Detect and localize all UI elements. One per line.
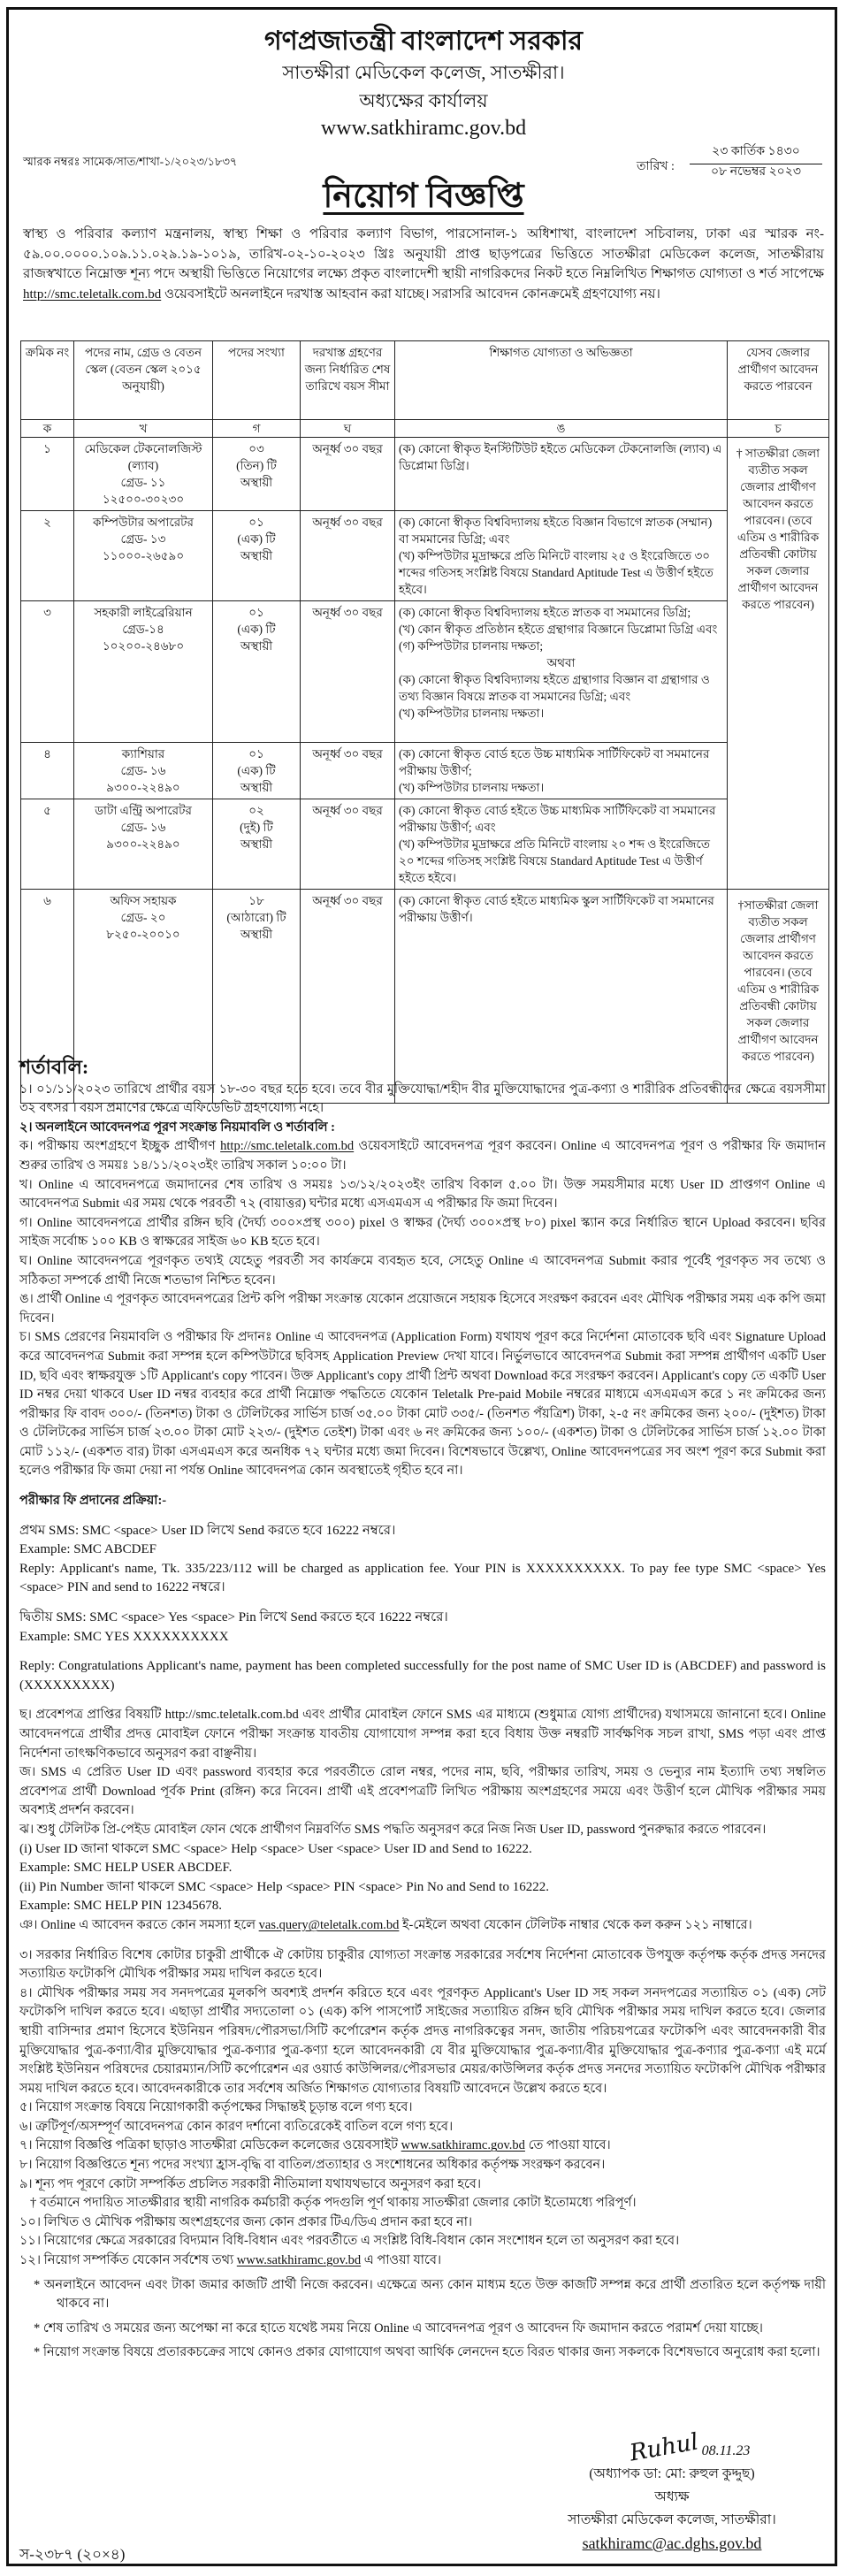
post-scale: ৯৩০০-২২৪৯০	[106, 781, 180, 794]
count-cell	[213, 438, 301, 511]
qualification-line: (খ) কম্পিউটার চালনায় দক্ষতা।	[399, 781, 545, 794]
terms-text: ঝ। শুধু টেলিটক প্রি-পেইড মোবাইল ফোন থেকে প্রার্থীগণ নিম্নবর্ণিত SMS পদ্ধতি অনুসরণ করে নিজ নিজ User ID, password পুনরুদ্ধার করতে পারবেন।	[19, 1822, 767, 1837]
terms-text: এ পাওয়া যাবে।	[361, 2253, 442, 2268]
letter: খ	[74, 420, 213, 438]
terms-paragraph	[19, 1560, 826, 1598]
terms-paragraph	[19, 2320, 826, 2339]
terms-text: ১১। নিয়োগের ক্ষেত্রে সরকারের বিদ্যমান বিধি-বিধান এবং পরবর্তীতে এ সংশ্লিষ্ট বিধি-বিধান কোন সংশোধন হলে তা অনুসরণ করা হবে।	[19, 2234, 680, 2249]
terms-link[interactable]: www.satkhiramc.gov.bd	[236, 2253, 362, 2268]
header-district: যেসব জেলার প্রার্থীগণ আবেদন করতে পারবেন	[728, 341, 829, 420]
letter: চ	[728, 420, 829, 438]
notice-title-text: নিয়োগ বিজ্ঞপ্তি	[323, 178, 524, 215]
terms-text: ৬। ত্রুটিপূর্ণ/অসম্পূর্ণ আবেদনপত্র কোন কারণ দর্শানো ব্যতিরেকেই বাতিল বলে গণ্য হবে।	[19, 2119, 454, 2134]
terms-text: ক। পরীক্ষায় অংশগ্রহণে ইচ্ছুক প্রার্থীগণ	[19, 1139, 221, 1154]
qualification-line: (খ) কম্পিউটার চালনায় দক্ষতা।	[399, 707, 545, 720]
terms-paragraph	[19, 1522, 826, 1541]
post-count-words: (এক) টি	[237, 764, 276, 777]
serial-cell: ৫	[21, 799, 74, 890]
header-age: দরখাস্ত গ্রহণের জন্য নির্ধারিত শেষ তারিখে বয়স সীমা	[301, 341, 395, 420]
post-type: অস্থায়ী	[240, 549, 273, 562]
qualification-line: (ক) কোনো স্বীকৃত ইনস্টিটিউট হইতে মেডিকেল টেকনোলজি (ল্যাব) এ ডিপ্লোমা ডিগ্রি।	[399, 442, 722, 472]
qualification-cell	[395, 601, 728, 743]
serial-cell: ৬	[21, 890, 74, 1104]
post-cell	[74, 601, 213, 743]
terms-text: Reply: Applicant's name, Tk. 335/223/112 will be charged as application fee. Your PIN is XXXXXXXXXX. To pay fee type SMC <space> Yes <space> PIN and send to 16222 নম্বরে।	[19, 1561, 826, 1595]
terms-paragraph	[19, 1176, 826, 1214]
post-grade: গ্রেড- ১৬	[120, 821, 166, 834]
terms-text: চ। SMS প্রেরণের নিয়মাবলি ও পরীক্ষার ফি প্রদানঃ Online এ আবেদনপত্র (Application Form) যথাযথ পূরণ করে নির্দেশনা মোতাবেক ছবি এবং Signature Upload করে আবেদনপত্র Submit করা সম্পন্ন হলে কম্পিউটারে ছবিসহ Application Preview দেখা যাবে। নির্ভুলভাবে আবেদনপত্র Submit করা সম্পন্ন প্রার্থীগণ একটি User ID, ছবি এবং স্বাক্ষরযুক্ত ১টি Applicant's copy পাবেন। উক্ত Applicant's copy প্রার্থী প্রিন্ট অথবা Download করে সংরক্ষণ করবেন। Applicant's copy তে একটি User ID নম্বর দেয়া থাকবে User ID নম্বর ব্যবহার করে প্রার্থী নিম্নোক্ত পদ্ধতিতে যেকোন Teletalk Pre-paid Mobile নম্বরের মাধ্যমে এসএমএস করে ১ নং ক্রমিকের জন্য পরীক্ষার ফি বাবদ ৩০০/- (তিনশত) টাকা ও টেলিটকের সার্ভিস চার্জ ৩৫.০০ টাকা মোট ৩৩৫/- (তিনশত পঁয়ত্রিশ) টাকা, ২-৫ নং ক্রমিকের জন্য ২০০/- (দুইশত) টাকা ও টেলিটকের সার্ভিস চার্জ ২৩.০০ টাকা মোট ২২৩/- (দুইশত তেইশ) টাকা এবং ৬ নং ক্রমিকের জন্য ১০০/- (একশত) টাকা ও টেলিটকের সার্ভিস চার্জ ১২.০০ টাকা মোট ১১২/- (একশত বার) টাকা এসএমএস করে অনধিক ৭২ ঘন্টার মধ্যে জমা দিবেন। বিশেষভাবে উল্লেখ্য, Online আবেদনপত্রের সব অংশ পূরণ করে Submit করা হলেও পরীক্ষার ফি জমা দেয়া না পর্যন্ত Online আবেদনপত্র কোন অবস্থাতেই গৃহীত হবে না।	[19, 1330, 826, 1479]
terms-paragraph	[19, 2175, 826, 2195]
terms-text: ওয়েবসাইটে আবেদনপত্র পূরণ করবেন। Online এ আবেদনপত্র পূরণ ও পরীক্ষার ফি জমাদান শুরুর তারিখ ও সময়ঃ ১৪/১১/২০২৩ইং তারিখ সকাল ১০:০০ টা।	[19, 1139, 826, 1173]
terms-paragraph	[19, 1984, 826, 2099]
qualification-cell	[395, 511, 728, 601]
post-type: অস্থায়ী	[240, 837, 273, 851]
qualification-line: (ক) কোনো স্বীকৃত বোর্ড হইতে মাধ্যমিক স্কুল সার্টিফিকেট বা সমমানের পরীক্ষায় উত্তীর্ণ।	[399, 894, 714, 924]
terms-text: গ। Online আবেদনপত্রে প্রার্থীর রঙ্গিন ছবি (দৈর্ঘ্য ৩০০×প্রস্থ ৩০০) pixel ও স্বাক্ষর (দৈর্ঘ্য ৩০০×প্রস্থ ৮০) pixel স্ক্যান করে নির্ধারিত স্থানে Upload করবেন। ছবির সাইজ সর্বোচ্চ ১০০ KB ও স্বাক্ষরের সাইজ ৬০ KB হতে হবে।	[19, 1215, 826, 1250]
terms-paragraph	[19, 2156, 826, 2175]
signatory-name: (অধ্যাপক ডা: মো: রুহুল কুদ্দুছ)	[589, 2466, 755, 2481]
terms-paragraph	[19, 1290, 826, 1328]
count-cell	[213, 511, 301, 601]
post-grade: গ্রেড- ১১	[120, 476, 166, 489]
qualification-line: (ক) কোনো স্বীকৃত বিশ্ববিদ্যালয় হইতে বিজ্ঞান বিভাগে স্নাতক (সম্মান) বা সমমানের ডিগ্রি; এবং	[399, 516, 713, 546]
count-cell	[213, 743, 301, 799]
district-cell: †সাতক্ষীরা জেলা ব্যতীত সকল জেলার প্রার্থীগণ আবেদন করতে পারবেন। (তবে এতিম ও শারীরিক প্রতিবন্ধী কোটায় সকল জেলার প্রার্থীগণ আবেদন করতে পারবেন)	[728, 890, 829, 1104]
post-cell	[74, 511, 213, 601]
terms-text: ১। ০১/১১/২০২৩ তারিখে প্রার্থীর বয়স ১৮-৩০ বছর হতে হবে। তবে বীর মুক্তিযোদ্ধা/শহীদ বীর মুক্তিযোদ্ধাদের পুত্র-কণ্যা ও শারীরিক প্রতিবন্ধীদের ক্ষেত্রে বয়সসীমা ৩২ বৎসর । বয়স প্রমাণের ক্ষেত্রে এফিডেভিট গ্রহণযোগ্য নহে।	[19, 1082, 826, 1116]
terms-text: Reply: Congratulations Applicant's name, payment has been completed successfully for the post name of SMC User ID is (ABCDEF) and password is (XXXXXXXXX)	[19, 1659, 826, 1693]
post-type: অস্থায়ী	[240, 476, 273, 489]
letter: ক	[21, 420, 74, 438]
post-count-words: (এক) টি	[237, 532, 276, 546]
qualification-line: (ক) কোনো স্বীকৃত বিশ্ববিদ্যালয় হইতে গ্রন্থাগার বিজ্ঞান বা গ্রন্থাগার ও তথ্য বিজ্ঞান বিষয়ে স্নাতক বা সমমানের ডিগ্রি; এবং	[399, 673, 710, 703]
terms-paragraph	[19, 1137, 826, 1175]
teletalk-link[interactable]: http://smc.teletalk.com.bd	[23, 287, 162, 302]
terms-text: ঙ। প্রার্থী Online এ পূরণকৃত আবেদনপত্রের প্রিন্ট কপি পরীক্ষা সংক্রান্ত যেকোন প্রয়োজনে সহায়ক হিসেবে সংরক্ষণ করবেন এবং মৌখিক পরীক্ষার সময় এক কপি জমা দিবেন।	[19, 1292, 826, 1326]
terms-link[interactable]: www.satkhiramc.gov.bd	[401, 2138, 525, 2153]
terms-paragraph	[19, 1492, 826, 1511]
age-limit-cell: অনূর্ধ্ব ৩০ বছর	[301, 799, 395, 890]
intro-text-end: ওয়েবসাইটে অনলাইনে দরখাস্ত আহবান করা যাচ্ছে। সরাসরি আবেদন কোনক্রমেই গ্রহণযোগ্য নয়।	[161, 287, 660, 302]
terms-paragraph	[19, 2118, 826, 2137]
qualification-line: (খ) কোন স্বীকৃত প্রতিষ্ঠান হইতে গ্রন্থাগার বিজ্ঞানে ডিপ্লোমা ডিগ্রি এবং	[399, 623, 718, 636]
terms-text: ই-মেইলে অথবা যেকোন টেলিটক নাম্বার থেকে কল করুন ১২১ নাম্বারে।	[399, 1917, 752, 1932]
qualification-line: (খ) কম্পিউটার মুদ্রাক্ষরে প্রতি মিনিটে বাংলায় ২৫ ও ইংরেজিতে ৩০ শব্দের গতিসহ সংশ্লিষ্ট বিষয়ে Standard Aptitude Test এ উত্তীর্ণ হইতে হইবে।	[399, 549, 713, 596]
terms-text: ৩। সরকার নির্ধারিত বিশেষ কোটার চাকুরী প্রার্থীকে ঐ কোটায় চাকুরীর যোগ্যতা সংক্রান্ত সরকারের সর্বশেষ নির্দেশনা মোতাবেক উপযুক্ত কর্তৃপক্ষ কর্তৃক প্রদত্ত সনদের সত্যায়িত ফটোকপি মৌখিক পরীক্ষার সময় দাখিল করতে হবে।	[19, 1947, 826, 1982]
signature-date: 08.11.23	[701, 2443, 751, 2458]
terms-paragraph	[19, 1328, 826, 1481]
table-letter-row	[21, 420, 829, 438]
terms-paragraph	[19, 2098, 826, 2118]
qualification-line: (খ) কম্পিউটার মুদ্রাক্ষরে প্রতি মিনিটে বাংলায় ২০ শব্দ ও ইংরেজিতে ২০ শব্দের গতিসহ সংশ্লিষ্ট বিষয়ে Standard Aptitude Test এ উত্তীর্ণ হইতে হইবে।	[399, 837, 710, 884]
terms-text: খ। Online এ আবেদনপত্রে জমাদানের শেষ তারিখ ও সময়ঃ ১৩/১২/২০২৩ইং তারিখ বিকাল ৫.০০ টা। উক্ত সময়সীমার মধ্যে User ID প্রাপ্তগণ Online এ আবেদনপত্র Submit এর সময় থেকে পরবর্তী ৭২ (বায়াত্তর) ঘন্টার মধ্যে এসএমএস এ পরীক্ষার ফি জমা দিবেন।	[19, 1177, 826, 1212]
terms-title: শর্তাবলি:	[19, 1056, 89, 1078]
post-post: কম্পিউটার অপারেটর	[93, 516, 194, 529]
terms-paragraph	[19, 1916, 826, 1936]
terms-paragraph	[19, 1657, 826, 1695]
letter: ঙ	[395, 420, 728, 438]
age-limit-cell: অনূর্ধ্ব ৩০ বছর	[301, 601, 395, 743]
terms-text: পরীক্ষার ফি প্রদানের প্রক্রিয়া:-	[19, 1494, 167, 1509]
terms-paragraph	[19, 2194, 826, 2213]
terms-paragraph	[19, 1840, 826, 1860]
qualification-cell	[395, 743, 728, 799]
terms-text: * নিয়োগ সংক্রান্ত বিষয়ে প্রতারকচক্রের সাথে কোনও প্রকার যোগাযোগ অথবা আর্থিক লেনদেন হতে বিরত থাকার জন্য সকলকে বিশেষভাবে অনুরোধ করা হলো।	[34, 2345, 820, 2360]
terms-text: জ। SMS এ প্রেরিত User ID এবং password ব্যবহার করে পরবর্তীতে রোল নম্বর, পদের নাম, ছবি, পরীক্ষার তারিখ, সময় ও ভেন্যুর নাম ইত্যাদি তথ্য সম্বলিত প্রবেশপত্র প্রার্থী Download পূর্বক Print (রঙ্গিন) করে নিবেন। প্রার্থী এই প্রবেশপত্রটি লিখিত পরীক্ষায় অংশগ্রহণের সময়ে এবং উত্তীর্ণ হলে মৌখিক পরীক্ষার সময় অবশ্যই প্রদর্শন করবেন।	[19, 1765, 826, 1818]
post-post: মেডিকেল টেকনোলজিস্ট (ল্যাব)	[84, 442, 202, 472]
terms-text: (ii) Pin Number জানা থাকলে SMC <space> Help <space> PIN <space> Pin No and Send to 16222.	[19, 1879, 549, 1894]
terms-link[interactable]: http://smc.teletalk.com.bd	[220, 1139, 355, 1154]
terms-text: ৭। নিয়োগ বিজ্ঞপ্তি পত্রিকা ছাড়াও সাতক্ষীরা মেডিকেল কলেজের ওয়েবসাইট	[19, 2138, 401, 2153]
post-count: ০১	[248, 747, 264, 761]
terms-text: (i) User ID জানা থাকলে SMC <space> Help <space> User <space> User ID and Send to 16222.	[19, 1841, 532, 1856]
post-post: অফিস সহায়ক	[110, 894, 177, 907]
intro-text: স্বাস্থ্য ও পরিবার কল্যাণ মন্ত্রনালয়, স্বাস্থ্য শিক্ষা ও পরিবার কল্যাণ বিভাগ, পারসোনাল-১ অধিশাখা, বাংলাদেশ সচিবালয়, ঢাকা এর স্মারক নং- ৫৯.০০.০০০০.১০৯.১১.০২৯.১৯-১০১৯, তারিখ-০২-১০-২০২৩ খ্রিঃ অনুযায়ী প্রাপ্ত ছাড়পত্রের ভিত্তিতে সাতক্ষীরা মেডিকেল কলেজ, সাতক্ষীরায় রাজস্বখাতে নিম্নোক্ত শূন্য পদে অস্থায়ী ভিত্তিতে নিয়োগের লক্ষ্যে প্রকৃত বাংলাদেশী স্থায়ী নাগরিকদের নিকট হতে নিম্নলিখিত শিক্ষাগত যোগ্যতা ও শর্ত সাপেক্ষে	[23, 227, 824, 281]
terms-link[interactable]: vas.query@teletalk.com.bd	[258, 1917, 400, 1932]
post-count: ০১	[248, 606, 264, 619]
table-row	[21, 743, 829, 799]
date-bangla: ২৩ কার্তিক ১৪৩০	[690, 141, 822, 164]
terms-text: * শেষ তারিখ ও সময়ের জন্য অপেক্ষা না করে হাতে যথেষ্ট সময় নিয়ে Online এ আবেদনপত্র পূরণ ও আবেদন ফি জমাদান করতে পরামর্শ দেয়া যাচ্ছে।	[34, 2320, 763, 2335]
terms-text: ঘ। Online আবেদনপত্রে পূরণকৃত তথ্যই যেহেতু পরবর্তী সব কার্যক্রমে ব্যবহৃত হবে, সেহেতু Online এ আবেদনপত্র Submit করার পূর্বেই পূরণকৃত সব তথ্যে ও সঠিকতা সম্পর্কে প্রার্থী নিজে শতভাগ নিশ্চিত হবেন।	[19, 1253, 826, 1288]
post-scale: ৯৩০০-২২৪৯০	[106, 837, 180, 851]
terms-paragraph	[19, 1821, 826, 1840]
post-type: অস্থায়ী	[240, 781, 273, 794]
terms-paragraph	[19, 2276, 826, 2314]
office-name: অধ্যক্ষের কার্যালয়	[359, 90, 488, 111]
terms-text: ৫। নিয়োগ সংক্রান্ত বিষয়ে নিয়োগকারী কর্তৃপক্ষের সিদ্ধান্তই চূড়ান্ত বলে গণ্য হবে।	[19, 2100, 413, 2115]
date-label: তারিখ :	[637, 160, 675, 173]
post-post: সহকারী লাইব্রেরিয়ান	[94, 606, 193, 619]
post-type: অস্থায়ী	[240, 928, 273, 941]
post-count: ০২	[248, 804, 264, 817]
header-serial: ক্রমিক নং	[21, 341, 74, 420]
terms-text: ছ। প্রবেশপত্র প্রাপ্তির বিষয়টি http://smc.teletalk.com.bd এবং প্রার্থীর মোবাইল ফোনে SMS এর মাধ্যমে (শুধুমাত্র যোগ্য প্রার্থীদের) যথাসময়ে জানানো হবে। Online আবেদনপত্রে প্রার্থীর প্রদত্ত মোবাইল ফোনে পরীক্ষা সংক্রান্ত যাবতীয় যোগাযোগ সম্পন্ন করা হবে বিধায় উক্ত নম্বরটি সার্বক্ষণিক সচল রাখা, SMS পড়া এবং প্রাপ্ত নির্দেশনা তাৎক্ষণিকভাবে অনুসরণ করা বাঞ্ছনীয়।	[19, 1708, 826, 1761]
serial-cell: ৩	[21, 601, 74, 743]
website-link[interactable]: www.satkhiramc.gov.bd	[320, 117, 527, 140]
post-count: ১৮	[248, 894, 264, 907]
age-limit-cell: অনূর্ধ্ব ৩০ বছর	[301, 890, 395, 1104]
header-count: পদের সংখ্যা	[213, 341, 301, 420]
post-type: অস্থায়ী	[240, 639, 273, 653]
table-header-row	[21, 341, 829, 420]
signatory-institution: সাতক্ষীরা মেডিকেল কলেজ, সাতক্ষীরা।	[568, 2512, 776, 2527]
contact-email[interactable]: satkhiramc@ac.dghs.gov.bd	[582, 2534, 762, 2552]
table-row	[21, 601, 829, 743]
terms-text: Example: SMC YES XXXXXXXXXX	[19, 1629, 229, 1644]
terms-text: ঞ। Online এ আবেদন করতে কোন সমস্যা হলে	[19, 1917, 259, 1932]
post-count-words: (এক) টি	[237, 623, 276, 636]
qualification-line: (গ) কম্পিউটার চালনায় দক্ষতা;	[399, 639, 544, 653]
qualification-cell	[395, 438, 728, 511]
terms-paragraph	[19, 1609, 826, 1628]
terms-paragraph	[19, 2136, 826, 2156]
post-scale: ১২৫০০-৩০২৩০	[102, 493, 185, 506]
terms-paragraph	[19, 1706, 826, 1763]
terms-section	[19, 1058, 826, 2363]
letter: ঘ	[301, 420, 395, 438]
date-english: ০৮ নভেম্বর ২০২৩	[711, 165, 801, 179]
serial-cell: ২	[21, 511, 74, 601]
serial-cell: ১	[21, 438, 74, 511]
district-cell: † সাতক্ষীরা জেলা ব্যতীত সকল জেলার প্রার্থীগণ আবেদন করতে পারবেন। (তবে এতিম ও শারীরিক প্রতিবন্ধী কোটায় সকল জেলার প্রার্থীগণ আবেদন করতে পারবেন)	[728, 438, 829, 890]
intro-paragraph	[23, 225, 824, 304]
terms-paragraph	[19, 2232, 826, 2251]
header-qualification: শিক্ষাগত যোগ্যতা ও অভিজ্ঞতা	[395, 341, 728, 420]
handwritten-signature: Ruhul	[627, 2428, 700, 2467]
post-post: ডাটা এন্ট্রি অপারেটর	[95, 804, 192, 817]
qualification-cell	[395, 799, 728, 890]
header-post: পদের নাম, গ্রেড ও বেতন স্কেল (বেতন স্কেল ২০১৫ অনুযায়ী)	[74, 341, 213, 420]
terms-paragraph	[19, 2213, 826, 2233]
post-scale: ৮২৫০-২০০১০	[106, 928, 180, 941]
terms-paragraph	[19, 2343, 826, 2363]
count-cell	[213, 799, 301, 890]
post-grade: গ্রেড- ১৩	[120, 532, 166, 546]
terms-paragraph	[19, 1119, 826, 1138]
terms-text: Example: SMC HELP PIN 12345678.	[19, 1899, 223, 1914]
age-limit-cell: অনূর্ধ্ব ৩০ বছর	[301, 743, 395, 799]
table-row	[21, 511, 829, 601]
terms-paragraph	[19, 1540, 826, 1560]
government-title: গণপ্রজাতন্ত্রী বাংলাদেশ সরকার	[263, 27, 584, 56]
publication-code: স-২৩৮৭ (২০×৪)	[19, 2546, 126, 2563]
terms-paragraph	[19, 1859, 826, 1878]
post-count: ০৩	[248, 442, 264, 455]
count-cell	[213, 601, 301, 743]
post-count-words: (দুই) টি	[240, 821, 273, 834]
terms-paragraph	[19, 1214, 826, 1252]
terms-text: Example: SMC HELP USER ABCDEF.	[19, 1861, 233, 1876]
serial-cell: ৪	[21, 743, 74, 799]
terms-text: ২। অনলাইনে আবেদনপত্র পূরণ সংক্রান্ত নিয়মাবলি ও শর্তাবলি :	[19, 1120, 335, 1135]
terms-text: তে পাওয়া যাবে।	[524, 2138, 611, 2153]
qualification-line: (ক) কোনো স্বীকৃত বোর্ড হতে উচ্চ মাধ্যমিক সার্টিফিকেট বা সমমানের পরীক্ষায় উত্তীর্ণ;	[399, 747, 710, 777]
terms-text: দ্বিতীয় SMS: SMC <space> Yes <space> Pin লিখে Send করতে হবে 16222 নম্বরে।	[19, 1610, 448, 1625]
college-name: সাতক্ষীরা মেডিকেল কলেজ, সাতক্ষীরা।	[282, 62, 565, 83]
post-cell	[74, 438, 213, 511]
terms-paragraph	[19, 1628, 826, 1647]
post-count-words: (আঠারো) টি	[226, 911, 286, 924]
qualification-line: (ক) কোনো স্বীকৃত বিশ্ববিদ্যালয় হইতে স্নাতক বা সমমানের ডিগ্রি;	[399, 606, 691, 619]
vacancy-table	[20, 340, 829, 1104]
terms-text: প্রথম SMS: SMC <space> User ID লিখে Send করতে হবে 16222 নম্বরে।	[19, 1523, 396, 1538]
signatory-designation: অধ্যক্ষ	[654, 2489, 690, 2504]
post-grade: গ্রেড-১৪	[122, 623, 164, 636]
post-cell	[74, 743, 213, 799]
letter: গ	[213, 420, 301, 438]
post-grade: গ্রেড- ১৬	[120, 764, 166, 777]
terms-paragraph	[19, 1252, 826, 1290]
post-scale: ১১০০০-২৬৫৯০	[102, 549, 185, 562]
terms-paragraph	[19, 1878, 826, 1898]
terms-text: † বর্তমানে পদায়িত সাতক্ষীরার স্থায়ী নাগরিক কর্মচারী কর্তৃক পদগুলি পূর্ণ থাকায় সাতক্ষীরা জেলার কোটা ইতোমধ্যে পরিপূর্ণ।	[30, 2196, 637, 2211]
terms-text: Example: SMC ABCDEF	[19, 1542, 157, 1557]
qualification-line: অথবা	[546, 656, 576, 669]
table-row	[21, 438, 829, 511]
terms-paragraph	[19, 1946, 826, 1984]
age-limit-cell: অনূর্ধ্ব ৩০ বছর	[301, 511, 395, 601]
memo-number: স্মারক নম্বরঃ সামেক/সাত/শাখা-১/২০২৩/১৮৩৭	[23, 155, 238, 168]
table-row	[21, 799, 829, 890]
terms-text: * অনলাইনে আবেদন এবং টাকা জমার কাজটি প্রার্থী নিজে করবেন। এক্ষেত্রে অন্য কোন মাধ্যম হতে উক্ত কাজটি সম্পন্ন করে প্রার্থী প্রতারিত হলে কর্তৃপক্ষ দায়ী থাকবে না।	[34, 2277, 826, 2312]
post-count: ০১	[248, 516, 264, 529]
terms-paragraph	[19, 1897, 826, 1916]
age-limit-cell: অনূর্ধ্ব ৩০ বছর	[301, 438, 395, 511]
terms-text: ৮। নিয়োগ বিজ্ঞপ্তিতে শূন্য পদের সংখ্যা হ্রাস-বৃদ্ধি বা বাতিল/প্রত্যাহার ও সংশোধনের অধিকার কর্তৃপক্ষ সংরক্ষণ করবেন।	[19, 2158, 606, 2173]
post-post: ক্যাশিয়ার	[121, 747, 165, 761]
post-count-words: (তিন) টি	[236, 459, 277, 472]
qualification-line: (ক) কোনো স্বীকৃত বোর্ড হইতে উচ্চ মাধ্যমিক সার্টিফিকেট বা সমমানের পরীক্ষায় উত্তীর্ণ; এবং	[399, 804, 716, 834]
signature-block	[530, 2428, 813, 2555]
terms-text: ৯। শূন্য পদ পূরণে কোটা সম্পর্কিত প্রচলিত সরকারী নীতিমালা যথাযথভাবে অনুসরণ করা হবে।	[19, 2176, 482, 2191]
post-cell	[74, 799, 213, 890]
terms-text: ৪। মৌখিক পরীক্ষার সময় সব সনদপত্রের মূলকপি অবশ্যই প্রদর্শন করিতে হবে এবং পূরণকৃত Applicant's User ID সহ সকল সনদপত্রের সত্যায়িত ০১ (এক) সেট ফটোকপি দাখিল করতে হবে। এছাড়া প্রার্থীর সদ্যতোলা ০১ (এক) কপি পাসপোর্ট সাইজের সত্যায়িত রঙ্গিন ছবি মৌখিক পরীক্ষার সময় দাখিল করতে হবে। জেলার স্থায়ী বাসিন্দার প্রমাণ হিসেবে ইউনিয়ন পরিষদ/পৌরসভা/সিটি কর্পোরেশন কর্তৃক প্রদত্ত নাগরিকত্বের সনদ, জাতীয় পরিচয়পত্রের ফটোকপি এবং আবেদনকারী বীর মুক্তিযোদ্ধার পুত্র-কণ্যা/বীর মুক্তিযোদ্ধার পুত্র-কণ্যার পুত্র-কণ্যা হলে আবেদনকারী যে বীর মুক্তিযোদ্ধার পুত্র-কণ্যা/বীর মুক্তিযোদ্ধার পুত্র-কণ্যার পুত্র-কণ্যা এই মর্মে সংশ্লিষ্ট ইউনিয়ন পরিষদের চেয়ারম্যান/সিটি কর্পোরেশন এর ওয়ার্ড কাউন্সিলর/পৌরসভার মেয়র/কাউন্সিলর কর্তৃক প্রদত্ত সনদের সত্যায়িত ফটোকপি মৌখিক পরীক্ষার সময় দাখিল করতে হবে। আবেদনকারীকে তার সর্বশেষ অর্জিত শিক্ষাগত যোগ্যতার বিষয়টি আবেদনে উল্লেখ করতে হবে।	[19, 1985, 826, 2096]
post-scale: ১০২০০-২৪৬৮০	[102, 639, 185, 653]
terms-paragraph	[19, 1081, 826, 1119]
post-grade: গ্রেড- ২০	[120, 911, 166, 924]
terms-text: ১০। লিখিত ও মৌখিক পরীক্ষায় অংশগ্রহণের জন্য কোন প্রকার টিএ/ডিএ প্রদান করা হবে না।	[19, 2214, 473, 2229]
terms-text: ১২। নিয়োগ সম্পর্কিত যেকোন সর্বশেষ তথ্য	[19, 2253, 237, 2268]
terms-paragraph	[19, 2251, 826, 2271]
notice-title	[0, 170, 847, 226]
terms-paragraph	[19, 1763, 826, 1821]
